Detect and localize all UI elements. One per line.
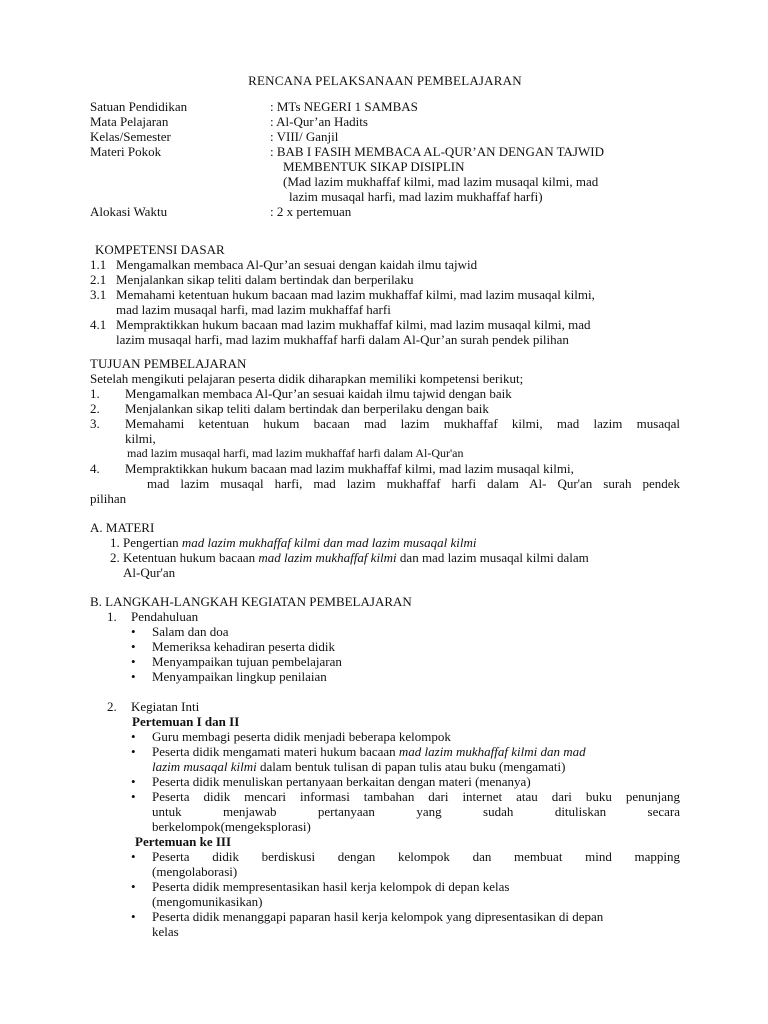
- bullet-item: • Salam dan doa: [131, 624, 229, 639]
- bullet-item: • Guru membagi peserta didik menjadi beberapa kelompok: [131, 729, 451, 744]
- identity-label: Mata Pelajaran: [90, 114, 169, 129]
- list-item: [110, 550, 680, 565]
- item-continuation: Al-Qur'an: [123, 565, 176, 580]
- identity-value: : MTs NEGERI 1 SAMBAS: [270, 99, 418, 114]
- identity-value: (Mad lazim mukhaffaf kilmi, mad lazim musaqal kilmi, mad: [283, 174, 599, 189]
- item-number: 2.: [90, 401, 100, 416]
- item-number: [90, 302, 116, 317]
- bullet-item: • Peserta didik berdiskusi dengan kelompok dan membuat mind mapping (mengolaborasi): [131, 849, 680, 879]
- item-text: Mempraktikkan hukum bacaan mad lazim mukhaffaf kilmi, mad lazim musaqal kilmi, mad: [116, 317, 591, 332]
- identity-label: Alokasi Waktu: [90, 204, 168, 219]
- item-number: 2.: [107, 699, 117, 714]
- section-heading: TUJUAN PEMBELAJARAN: [90, 356, 247, 371]
- bullet-item: • Peserta didik menuliskan pertanyaan berkaitan dengan materi (menanya): [131, 774, 531, 789]
- identity-label: [90, 159, 270, 174]
- bullet-item: • Peserta didik mengamati materi hukum bacaan mad lazim mukhaffaf kilmi dan mad lazim musaqal kilmi dalam bentuk tulisan di papan tulis atau buku (mengamati): [131, 744, 586, 774]
- step-list: [90, 699, 680, 714]
- list-item: [110, 535, 680, 550]
- identity-value: : VIII/ Ganjil: [270, 129, 339, 144]
- section-intro: Setelah mengikuti pelajaran peserta didik diharapkan memiliki kompetensi berikut;: [90, 371, 524, 386]
- identity-block: [90, 99, 680, 219]
- identity-row: [90, 204, 680, 219]
- identity-row: [90, 114, 680, 129]
- bullet-icon: •: [131, 909, 136, 924]
- identity-value: : Al-Qur’an Hadits: [270, 114, 368, 129]
- section-heading: B. LANGKAH-LANGKAH KEGIATAN PEMBELAJARAN: [90, 594, 412, 609]
- list-item: [90, 302, 680, 317]
- item-number: 1.1: [90, 257, 107, 272]
- kompetensi-dasar-section: [90, 242, 680, 347]
- item-text: Menjalankan sikap teliti dalam bertindak dan berperilaku: [116, 272, 414, 287]
- identity-row: [90, 189, 680, 204]
- step-item: [107, 609, 680, 624]
- item-number: 1.: [90, 386, 100, 401]
- identity-row: [90, 174, 680, 189]
- item-number: 3.1: [90, 287, 107, 302]
- section-heading: A. MATERI: [90, 520, 155, 535]
- list-item: [90, 461, 680, 476]
- bullet-icon: •: [131, 654, 136, 669]
- bullet-icon: •: [131, 849, 136, 864]
- bullet-icon: •: [131, 729, 136, 744]
- identity-value: lazim musaqal harfi, mad lazim mukhaffaf harfi): [289, 189, 543, 204]
- item-continuation: mad lazim musaqal harfi, mad lazim mukhaffaf harfi dalam Al- Qur'an surah pendek: [147, 476, 680, 491]
- tujuan-pembelajaran-section: [90, 356, 680, 506]
- materi-list: [90, 535, 680, 580]
- list-item: [90, 416, 680, 431]
- list-item: [90, 386, 680, 401]
- bullet-item: • Menyampaikan tujuan pembelajaran: [131, 654, 342, 669]
- langkah-section: [90, 594, 680, 939]
- bullet-item: • Peserta didik mencari informasi tambahan dari internet atau dari buku penunjang untuk menjawab pertanyaan yang sudah dituliskan secara berkelompok(mengeksplorasi): [131, 789, 680, 834]
- list-item: [90, 272, 680, 287]
- step-list: [90, 609, 680, 624]
- bullet-icon: •: [131, 879, 136, 894]
- bullet-icon: •: [131, 624, 136, 639]
- identity-label: Satuan Pendidikan: [90, 99, 188, 114]
- bullet-item: • Menyampaikan lingkup penilaian: [131, 669, 327, 684]
- item-text: lazim musaqal harfi, mad lazim mukhaffaf harfi dalam Al-Qur’an surah pendek pilihan: [116, 332, 569, 347]
- item-text: mad lazim musaqal harfi, mad lazim mukhaffaf harfi: [116, 302, 391, 317]
- item-text: Mengamalkan membaca Al-Qur’an sesuai dengan kaidah ilmu tajwid: [116, 257, 478, 272]
- item-text: Memahami ketentuan hukum bacaan mad lazim mukhaffaf kilmi, mad lazim musaqal: [125, 416, 680, 431]
- bullet-icon: •: [131, 669, 136, 684]
- identity-row: [90, 144, 680, 159]
- item-text: Menjalankan sikap teliti dalam bertindak dan berperilaku dengan baik: [125, 401, 489, 416]
- section-heading: KOMPETENSI DASAR: [95, 242, 225, 257]
- identity-row: [90, 99, 680, 114]
- meeting-heading: Pertemuan I dan II: [132, 714, 240, 729]
- item-number: [90, 332, 116, 347]
- list-item: [90, 287, 680, 302]
- step-title: Kegiatan Inti: [131, 699, 200, 714]
- item-text: Memahami ketentuan hukum bacaan mad lazim mukhaffaf kilmi, mad lazim musaqal kilmi,: [116, 287, 595, 302]
- bullet-item: • Peserta didik mempresentasikan hasil kerja kelompok di depan kelas (mengomunikasikan): [131, 879, 510, 909]
- bullet-icon: •: [131, 639, 136, 654]
- list-item: [90, 257, 680, 272]
- identity-label: Materi Pokok: [90, 144, 162, 159]
- step-title: Pendahuluan: [131, 609, 199, 624]
- item-number: 2.: [110, 550, 120, 565]
- list-item: [90, 401, 680, 416]
- item-number: 1.: [107, 609, 117, 624]
- identity-label: Kelas/Semester: [90, 129, 171, 144]
- meeting-heading: Pertemuan ke III: [135, 834, 232, 849]
- item-text: Mempraktikkan hukum bacaan mad lazim mukhaffaf kilmi, mad lazim musaqal kilmi,: [125, 461, 574, 476]
- item-continuation: pilihan: [90, 491, 127, 506]
- item-number: 2.1: [90, 272, 107, 287]
- item-text: Mengamalkan membaca Al-Qur’an sesuai kaidah ilmu tajwid dengan baik: [125, 386, 512, 401]
- identity-value: MEMBENTUK SIKAP DISIPLIN: [283, 159, 465, 174]
- document-page: [90, 73, 680, 939]
- bullet-icon: •: [131, 789, 136, 804]
- identity-label: [90, 189, 270, 204]
- identity-row: [90, 159, 680, 174]
- bullet-item: • Memeriksa kehadiran peserta didik: [131, 639, 336, 654]
- identity-value: : BAB I FASIH MEMBACA AL-QUR’AN DENGAN TAJWID: [270, 144, 604, 159]
- item-number: 4.: [90, 461, 100, 476]
- identity-label: [90, 174, 270, 189]
- item-number: 4.1: [90, 317, 107, 332]
- item-continuation: kilmi,: [125, 431, 156, 446]
- document-title: RENCANA PELAKSANAAN PEMBELAJARAN: [248, 73, 522, 88]
- identity-value: : 2 x pertemuan: [270, 204, 352, 219]
- bullet-item: • Peserta didik menanggapi paparan hasil kerja kelompok yang dipresentasikan di depan kelas: [131, 909, 604, 939]
- item-text: Pengertian mad lazim mukhaffaf kilmi dan mad lazim musaqal kilmi: [123, 535, 477, 550]
- bullet-icon: •: [131, 744, 136, 759]
- bullet-icon: •: [131, 774, 136, 789]
- list-item: [90, 317, 680, 332]
- list-item: [90, 332, 680, 347]
- step-item: [107, 699, 680, 714]
- item-continuation: mad lazim musaqal harfi, mad lazim mukhaffaf harfi dalam Al-Qur'an: [127, 446, 464, 460]
- identity-row: [90, 129, 680, 144]
- item-number: 3.: [90, 416, 100, 431]
- item-number: 1.: [110, 535, 120, 550]
- item-text: Ketentuan hukum bacaan mad lazim mukhaffaf kilmi dan mad lazim musaqal kilmi dalam: [123, 550, 589, 565]
- materi-section: [90, 520, 680, 580]
